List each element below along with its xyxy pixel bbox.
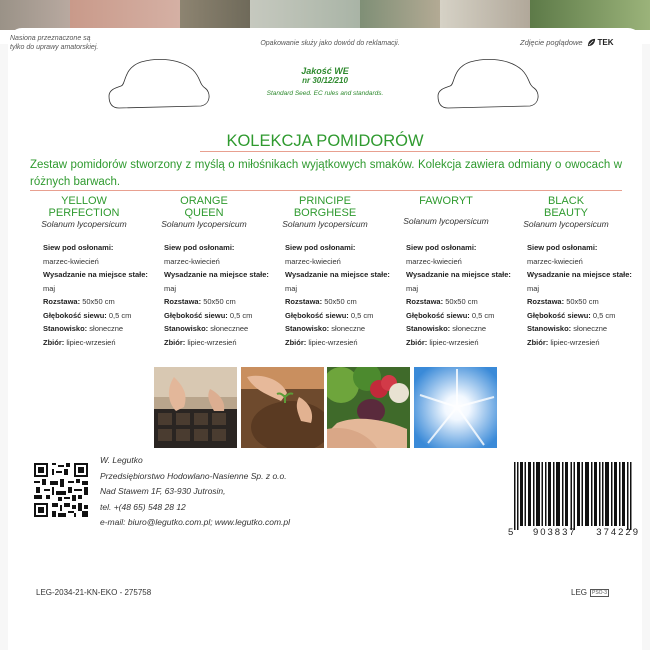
spacing-label: Rozstawa: xyxy=(164,297,202,306)
variety-heading xyxy=(386,195,506,227)
depth-value: 0,5 cm xyxy=(350,310,374,320)
complaint-note: Opakowanie służy jako dowód do reklamacji. xyxy=(260,40,400,47)
company-phone: tel. +(48 65) 548 28 12 xyxy=(100,501,186,512)
sowing-label: Siew pod osłonami: xyxy=(43,243,114,252)
company-fullname: Przedsiębiorstwo Hodowlano-Nasienne Sp. z o.o. xyxy=(100,470,287,481)
planting-label: Wysadzanie na miejsce stałe: xyxy=(43,270,148,279)
variety-name: FAWORYT xyxy=(419,195,473,207)
depth-label: Głębokość siewu: xyxy=(164,310,228,320)
harvest-label: Zbiór: xyxy=(285,337,307,347)
planting-label: Wysadzanie na miejsce stałe: xyxy=(164,270,269,279)
spacing-value: 50x50 cm xyxy=(203,297,236,306)
site-value: słoneczne xyxy=(452,324,487,333)
variety-latin: Solanum lycopersicum xyxy=(41,219,127,229)
harvest-value: lipiec-wrzesień xyxy=(429,337,479,347)
brand-text: LEG xyxy=(571,588,588,597)
site-label: Stanowisko: xyxy=(406,324,451,333)
variety-name: BEAUTY xyxy=(543,207,588,219)
spacing-label: Rozstawa: xyxy=(285,297,323,306)
spacing-label: Rozstawa: xyxy=(527,297,565,306)
note-line: Nasiona przeznaczone są xyxy=(10,35,91,42)
hang-slot-left xyxy=(101,52,216,112)
barcode-number xyxy=(508,527,640,538)
planting-label: Wysadzanie na miejsce stałe: xyxy=(285,270,390,279)
variety-name: PRINCIPE xyxy=(299,195,351,207)
spacing-label: Rozstawa: xyxy=(406,297,444,306)
site-label: Stanowisko: xyxy=(43,324,88,333)
harvest-value: lipiec-wrzesień xyxy=(308,337,358,347)
harvest-label: Zbiór: xyxy=(527,337,549,347)
variety-name: PERFECTION xyxy=(48,207,120,219)
variety-info xyxy=(43,241,161,349)
harvest-value: lipiec-wrzesień xyxy=(66,337,116,347)
sowing-label: Siew pod osłonami: xyxy=(527,243,598,252)
harvest-label: Zbiór: xyxy=(406,337,428,347)
quality-block xyxy=(220,66,430,97)
depth-label: Głębokość siewu: xyxy=(406,310,470,320)
site-label: Stanowisko: xyxy=(164,324,209,333)
variety-heading xyxy=(144,195,264,230)
variety-latin: Solanum lycopersicum xyxy=(523,219,609,229)
company-street: Nad Stawem 1F, 63-930 Jutrosin, xyxy=(100,486,226,496)
qr-code xyxy=(34,463,88,517)
illustrative-photo-text: Zdjęcie poglądowe xyxy=(520,38,583,47)
harvest-value: lipiec-wrzesień xyxy=(550,337,600,347)
barcode-first-digit: 5 xyxy=(508,527,514,538)
variety-latin: Solanum lycopersicum xyxy=(282,219,368,229)
brand-mark xyxy=(571,588,609,597)
tek-logo-text: TEK xyxy=(597,38,614,47)
depth-value: 0,5 cm xyxy=(471,310,495,320)
depth-label: Głębokość siewu: xyxy=(285,310,349,320)
variety-name: BLACK xyxy=(547,195,585,207)
planting-label: Wysadzanie na miejsce stałe: xyxy=(406,270,511,279)
harvest-vegetables-photo xyxy=(327,367,410,448)
company-email-web: e-mail: biuro@legutko.com.pl; www.legutko.com.pl xyxy=(100,517,291,527)
variety-name: QUEEN xyxy=(184,207,224,219)
sowing-label: Siew pod osłonami: xyxy=(406,243,477,252)
spacing-value: 50x50 cm xyxy=(324,297,357,306)
depth-value: 0,5 cm xyxy=(108,310,132,320)
quality-class: Jakość WE xyxy=(301,66,349,76)
title-rule xyxy=(200,151,600,152)
sunshine-photo xyxy=(414,367,497,448)
product-intro: Zestaw pomidorów stworzony z myślą o miłośnikach wyjątkowych smaków. Kolekcja zawiera odmiany o owocach w różnych barwach. xyxy=(30,159,622,188)
site-label: Stanowisko: xyxy=(285,324,330,333)
quality-standard: Standard Seed. EC rules and standards. xyxy=(266,90,384,97)
harvest-value: lipiec-wrzesień xyxy=(187,337,237,347)
variety-info xyxy=(164,241,282,349)
company-address xyxy=(100,453,380,531)
site-label: Stanowisko: xyxy=(527,324,572,333)
variety-info xyxy=(285,241,403,349)
tek-leaf-icon xyxy=(587,38,596,47)
variety-name: ORANGE xyxy=(180,195,228,207)
depth-value: 0,5 cm xyxy=(229,310,253,320)
ean-barcode xyxy=(508,460,640,530)
spacing-label: Rozstawa: xyxy=(43,297,81,306)
sowing-value: marzec-kwiecień xyxy=(164,256,220,266)
sowing-value: marzec-kwiecień xyxy=(406,256,462,266)
sowing-value: marzec-kwiecień xyxy=(43,256,99,266)
site-value: słoneczne xyxy=(89,324,124,333)
variety-name: BORGHESE xyxy=(293,207,357,219)
planting-value: maj xyxy=(43,283,56,293)
planting-label: Wysadzanie na miejsce stałe: xyxy=(527,270,632,279)
planting-value: maj xyxy=(527,283,540,293)
intro-rule xyxy=(30,190,622,191)
site-value: słoneczne xyxy=(331,324,366,333)
depth-value: 0,5 cm xyxy=(592,310,616,320)
site-value: słoneczne xyxy=(573,324,608,333)
sowing-label: Siew pod osłonami: xyxy=(164,243,235,252)
tek-logo xyxy=(587,38,614,47)
sowing-tray-photo xyxy=(154,367,237,448)
variety-heading xyxy=(24,195,144,230)
spacing-value: 50x50 cm xyxy=(82,297,115,306)
barcode-group-2: 374229 xyxy=(596,527,640,538)
harvest-label: Zbiór: xyxy=(164,337,186,347)
amateur-use-note xyxy=(10,34,130,52)
site-value: słonecznee xyxy=(210,324,249,333)
spacing-value: 50x50 cm xyxy=(566,297,599,306)
top-photo-strip xyxy=(0,0,650,30)
hang-slot-right xyxy=(430,52,545,112)
illustrative-photo-note xyxy=(520,38,640,47)
sowing-label: Siew pod osłonami: xyxy=(285,243,356,252)
planting-value: maj xyxy=(285,283,298,293)
variety-heading xyxy=(506,195,626,230)
planting-value: maj xyxy=(406,283,419,293)
pso-mark: PSO-3 xyxy=(592,589,608,596)
sowing-value: marzec-kwiecień xyxy=(527,256,583,266)
variety-latin: Solanum lycopersicum xyxy=(403,216,489,226)
planting-value: maj xyxy=(164,283,177,293)
depth-label: Głębokość siewu: xyxy=(43,310,107,320)
variety-info xyxy=(406,241,524,349)
harvest-label: Zbiór: xyxy=(43,337,65,347)
product-code: LEG-2034-21-KN-EKO - 275758 xyxy=(36,588,152,597)
sowing-value: marzec-kwiecień xyxy=(285,256,341,266)
variety-name: YELLOW xyxy=(61,195,107,207)
variety-heading xyxy=(265,195,385,230)
variety-info xyxy=(527,241,645,349)
planting-seedling-photo xyxy=(241,367,324,448)
variety-latin: Solanum lycopersicum xyxy=(161,219,247,229)
note-line: tylko do uprawy amatorskiej. xyxy=(10,44,99,51)
product-title: KOLEKCJA POMIDORÓW xyxy=(226,132,424,150)
spacing-value: 50x50 cm xyxy=(445,297,478,306)
barcode-group-1: 903837 xyxy=(532,527,577,538)
quality-number: nr 30/12/210 xyxy=(302,76,348,85)
depth-label: Głębokość siewu: xyxy=(527,310,591,320)
company-name: W. Legutko xyxy=(100,455,143,465)
